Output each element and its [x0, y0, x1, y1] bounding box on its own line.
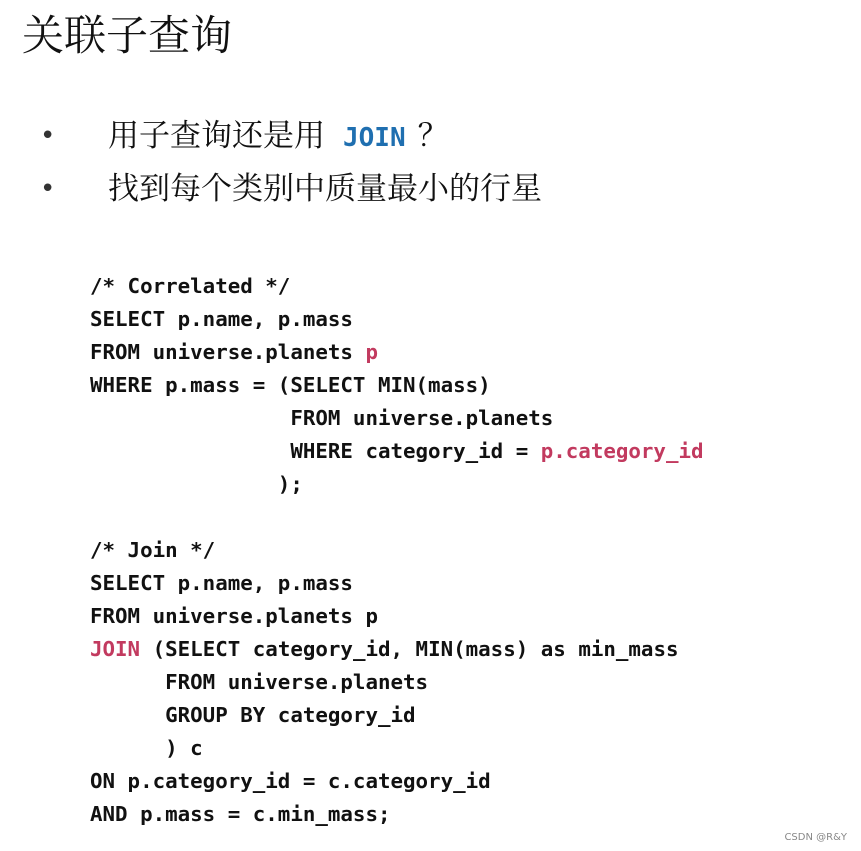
- watermark: CSDN @R&Y: [784, 832, 847, 843]
- code-line: [90, 633, 679, 666]
- code-line: FROM universe.planets: [90, 670, 429, 694]
- code-line: /* Join */: [90, 538, 216, 562]
- question-mark: ？: [417, 118, 449, 154]
- code-text: (SELECT category_id, MIN(mass) as min_mass: [140, 637, 679, 661]
- slide-title: 关联子查询: [22, 11, 233, 60]
- code-line: );: [90, 472, 303, 496]
- code-line: ) c: [90, 736, 203, 760]
- join-keyword: JOIN: [343, 123, 406, 153]
- code-line: [90, 435, 704, 468]
- bullet-marker: •: [40, 121, 56, 151]
- code-line: SELECT p.name, p.mass: [90, 307, 353, 331]
- code-line: /* Correlated */: [90, 274, 291, 298]
- highlight-reference: p.category_id: [540, 439, 704, 463]
- correlated-code-block: [90, 270, 704, 501]
- bullet-text-2: 找到每个类别中质量最小的行星: [108, 171, 542, 207]
- bullet-text-1-main: 用子查询还是用: [108, 118, 325, 154]
- code-line: WHERE p.mass = (SELECT MIN(mass): [90, 373, 491, 397]
- code-line: FROM universe.planets: [90, 406, 554, 430]
- bullet-marker: •: [40, 174, 56, 204]
- code-line: [90, 336, 704, 369]
- bullet-item-2: [40, 167, 830, 211]
- join-code-block: [90, 534, 679, 831]
- code-line: GROUP BY category_id: [90, 703, 416, 727]
- code-text: FROM universe.planets: [90, 340, 366, 364]
- code-line: AND p.mass = c.min_mass;: [90, 802, 391, 826]
- highlight-alias: p: [365, 340, 378, 364]
- code-line: ON p.category_id = c.category_id: [90, 769, 491, 793]
- code-line: FROM universe.planets p: [90, 604, 378, 628]
- bullet-item-1: [40, 114, 830, 158]
- highlight-join-keyword: JOIN: [90, 637, 141, 661]
- code-line: SELECT p.name, p.mass: [90, 571, 353, 595]
- code-text: WHERE category_id =: [90, 439, 541, 463]
- bullet-text-1: [108, 114, 449, 160]
